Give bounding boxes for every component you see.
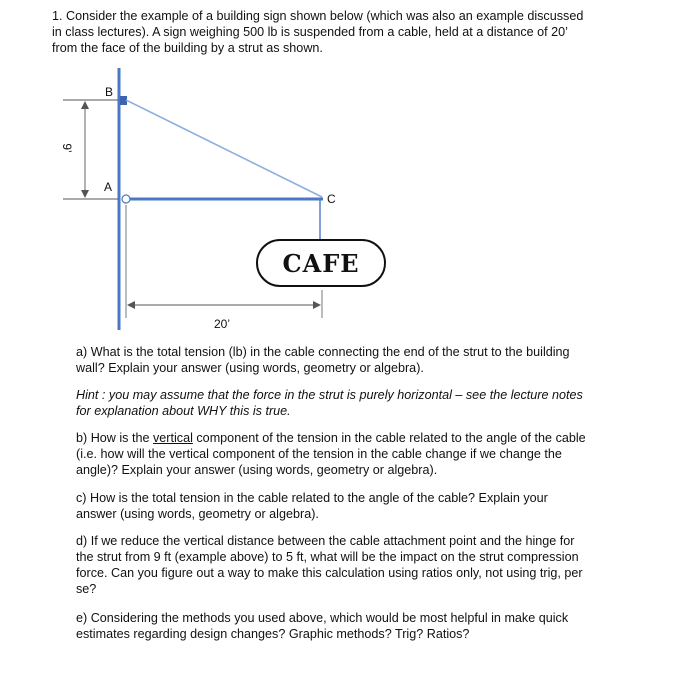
question-b <box>76 430 656 478</box>
point-c-label: C <box>327 192 336 206</box>
intro-line: in class lectures). A sign weighing 500 lb is suspended from a cable, held at a distance of 20’ <box>52 25 568 39</box>
question-c-line: answer (using words, geometry or algebra). <box>76 507 319 521</box>
question-d-line: force. Can you figure out a way to make this calculation using ratios only, not using trig, per <box>76 566 583 580</box>
vertical-underlined-word: vertical <box>153 431 193 445</box>
point-b-label: B <box>105 85 114 99</box>
intro-line: 1. Consider the example of a building sign shown below (which was also an example discussed <box>52 9 584 23</box>
question-c <box>76 490 656 522</box>
question-a-line: a) What is the total tension (lb) in the cable connecting the end of the strut to the building <box>76 345 570 359</box>
hint-line: for explanation about WHY this is true. <box>76 404 291 418</box>
question-b-pre: b) How is the <box>76 431 153 445</box>
question-d-line: the strut from 9 ft (example above) to 5 ft, what will be the impact on the strut compression <box>76 550 579 564</box>
question-d-line: d) If we reduce the vertical distance between the cable attachment point and the hinge for <box>76 534 575 548</box>
question-b-post: component of the tension in the cable related to the angle of the cable <box>192 431 586 445</box>
hint-line: Hint : you may assume that the force in the strut is purely horizontal – see the lecture notes <box>76 388 583 402</box>
intro-line: from the face of the building by a strut as shown. <box>52 41 323 55</box>
question-d-line: se? <box>76 582 97 596</box>
hinge-icon <box>122 195 130 203</box>
question-b-line-3: angle)? Explain your answer (using words, geometry or algebra). <box>76 463 438 477</box>
question-c-line: c) How is the total tension in the cable related to the angle of the cable? Explain your <box>76 491 548 505</box>
question-a-line: wall? Explain your answer (using words, geometry or algebra). <box>76 361 424 375</box>
question-a <box>76 344 656 376</box>
question-d <box>76 533 656 597</box>
cable <box>126 100 322 197</box>
arrow-down-icon <box>81 190 89 198</box>
question-b-line-2: (i.e. how will the vertical component of the tension in the cable change if we change the <box>76 447 562 461</box>
horizontal-dimension-label: 20’ <box>213 317 231 331</box>
sign-diagram <box>0 0 700 340</box>
arrow-up-icon <box>81 101 89 109</box>
hint <box>76 387 656 419</box>
point-a-label: A <box>104 180 113 194</box>
question-e-line: estimates regarding design changes? Graphic methods? Trig? Ratios? <box>76 627 470 641</box>
arrow-left-icon <box>127 301 135 309</box>
question-e-line: e) Considering the methods you used above, which would be most helpful in make quick <box>76 611 569 625</box>
cafe-sign-text: CAFE <box>282 249 360 278</box>
question-e <box>76 610 656 642</box>
arrow-right-icon <box>313 301 321 309</box>
vertical-dimension-label: 9’ <box>60 143 74 153</box>
question-b-line-1 <box>76 430 656 446</box>
